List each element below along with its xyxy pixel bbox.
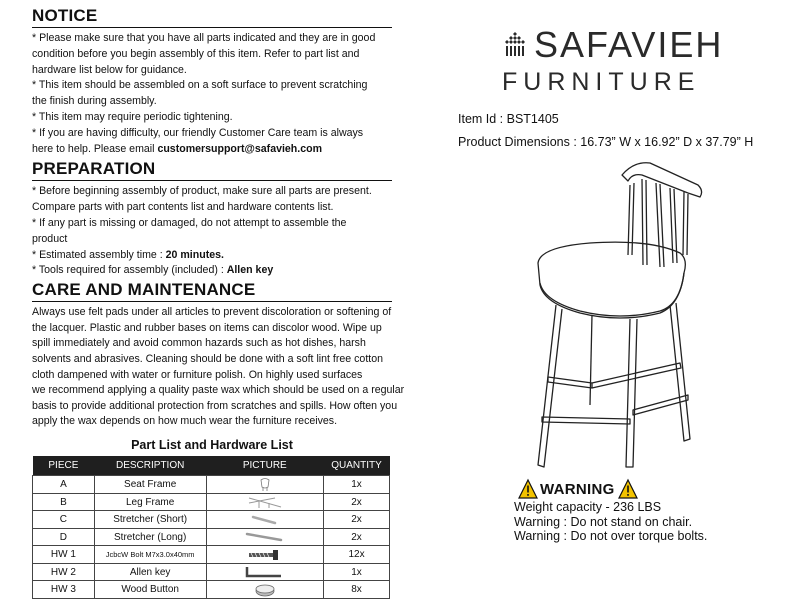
notice-email-line: [32, 142, 392, 158]
cell-description: Allen key: [94, 563, 206, 581]
assembly-time-label: * Estimated assembly time :: [32, 248, 166, 261]
table-row: [33, 493, 390, 511]
care-line: solvents and abrasives. Cleaning should be done with a soft lint free cotton: [32, 352, 383, 365]
warning-list: [514, 500, 707, 544]
care-line: basis to provide additional protection from scratches and spills. How often you: [32, 399, 398, 412]
cell-piece: HW 2: [33, 563, 95, 581]
table-row: [33, 581, 390, 599]
care-line: Always use felt pads under all articles to prevent discoloration or softening of: [32, 306, 392, 319]
seat-frame-icon: [255, 477, 275, 492]
preparation-line: Compare parts with part contents list and hardware contents list.: [32, 201, 334, 214]
preparation-title: PREPARATION: [32, 159, 392, 181]
care-line: we recommend applying a quality paste wax which should be used on a regular: [32, 384, 405, 397]
parts-table: [32, 456, 390, 599]
bolt-icon: [243, 548, 287, 562]
tools-value: Allen key: [226, 264, 274, 277]
care-line: apply the wax depends on how much wear the furniture receives.: [32, 415, 338, 428]
cell-picture: [206, 511, 324, 529]
cell-piece: D: [33, 528, 95, 546]
cell-description: Wood Button: [94, 581, 206, 599]
cell-piece: A: [33, 476, 95, 494]
preparation-line: product: [32, 232, 68, 245]
table-row: [33, 511, 390, 529]
cell-description: JcbcW Bolt M7x3.0x40mm: [94, 546, 206, 564]
warning-line: Warning : Do not stand on chair.: [514, 514, 693, 529]
preparation-line: * If any part is missing or damaged, do not attempt to assemble the: [32, 216, 347, 229]
cell-piece: HW 1: [33, 546, 95, 564]
email-prefix: here to help. Please email: [32, 142, 158, 155]
notice-line: hardware list below for guidance.: [32, 63, 187, 76]
cell-quantity: 8x: [324, 581, 390, 599]
care-title: CARE AND MAINTENANCE: [32, 280, 392, 302]
cell-picture: [206, 493, 324, 511]
warning-line: Warning : Do not over torque bolts.: [514, 529, 708, 543]
cell-picture: [206, 581, 324, 599]
long-stretcher-icon: [243, 530, 287, 544]
cell-picture: [206, 546, 324, 564]
warning-triangle-icon: [619, 480, 637, 498]
notice-line: * This item should be assembled on a soft surface to prevent scratching: [32, 79, 368, 92]
cell-quantity: 12x: [324, 546, 390, 564]
table-row: [33, 476, 390, 494]
tools-label: * Tools required for assembly (included) :: [32, 264, 227, 277]
notice-title: NOTICE: [32, 6, 392, 28]
allen-key-icon: [243, 564, 287, 580]
cell-quantity: 2x: [324, 528, 390, 546]
cell-description: Stretcher (Short): [94, 511, 206, 529]
header-description: DESCRIPTION: [94, 456, 206, 476]
cell-piece: B: [33, 493, 95, 511]
leg-frame-icon: [245, 495, 285, 510]
wood-button-icon: [250, 582, 280, 598]
cell-quantity: 1x: [324, 563, 390, 581]
parts-table-title: Part List and Hardware List: [131, 437, 293, 452]
table-row: [33, 546, 390, 564]
parts-table-header: [33, 456, 390, 476]
instructions-column: [32, 6, 405, 599]
logo-mark-icon: [500, 30, 530, 58]
safavieh-logo: [500, 22, 760, 102]
preparation-line: * Before beginning assembly of product, make sure all parts are present.: [32, 185, 372, 198]
table-row: [33, 528, 390, 546]
notice-line: the finish during assembly.: [32, 95, 157, 108]
short-stretcher-icon: [245, 513, 285, 527]
brand-subtitle: FURNITURE: [502, 68, 701, 96]
header-picture: PICTURE: [206, 456, 324, 476]
table-row: [33, 563, 390, 581]
cell-picture: [206, 528, 324, 546]
notice-line: * If you are having difficulty, our friendly Customer Care team is always: [32, 126, 364, 139]
header-quantity: QUANTITY: [324, 456, 390, 476]
assembly-time-value: 20 minutes.: [165, 248, 224, 261]
weight-capacity: Weight capacity - 236 LBS: [514, 500, 662, 514]
care-line: cloth dampened with water or furniture polish. On highly used surfaces: [32, 368, 363, 381]
header-piece: PIECE: [33, 456, 95, 476]
brand-name: SAFAVIEH: [534, 24, 724, 65]
product-dimensions: Product Dimensions : 16.73” W x 16.92” D x 37.79” H: [458, 135, 754, 149]
notice-text: [32, 31, 392, 157]
assembly-time-line: [32, 248, 392, 264]
notice-line: * Please make sure that you have all parts indicated and they are in good: [32, 32, 376, 44]
cell-description: Stretcher (Long): [94, 528, 206, 546]
tools-line: [32, 263, 392, 279]
cell-description: Leg Frame: [94, 493, 206, 511]
care-line: the lacquer. Plastic and rubber bases on items can discolor wood. Wipe up: [32, 321, 382, 334]
cell-picture: [206, 476, 324, 494]
item-id: Item Id : BST1405: [458, 112, 559, 126]
care-line: spill immediately and avoid common hazards such as hot dishes, harsh: [32, 337, 366, 350]
cell-picture: [206, 563, 324, 581]
notice-line: condition before you begin assembly of this item. Refer to part list and: [32, 47, 360, 60]
cell-quantity: 1x: [324, 476, 390, 494]
preparation-text: [32, 184, 392, 279]
cell-piece: HW 3: [33, 581, 95, 599]
warning-title: WARNING: [540, 481, 615, 498]
cell-quantity: 2x: [324, 493, 390, 511]
notice-line: * This item may require periodic tightening.: [32, 110, 233, 123]
care-text: [32, 305, 405, 430]
support-email-link[interactable]: customersupport@safavieh.com: [157, 142, 323, 155]
cell-description: Seat Frame: [94, 476, 206, 494]
bar-stool-illustration: [530, 155, 730, 473]
cell-quantity: 2x: [324, 511, 390, 529]
warning-triangle-icon: [519, 480, 537, 498]
cell-piece: C: [33, 511, 95, 529]
